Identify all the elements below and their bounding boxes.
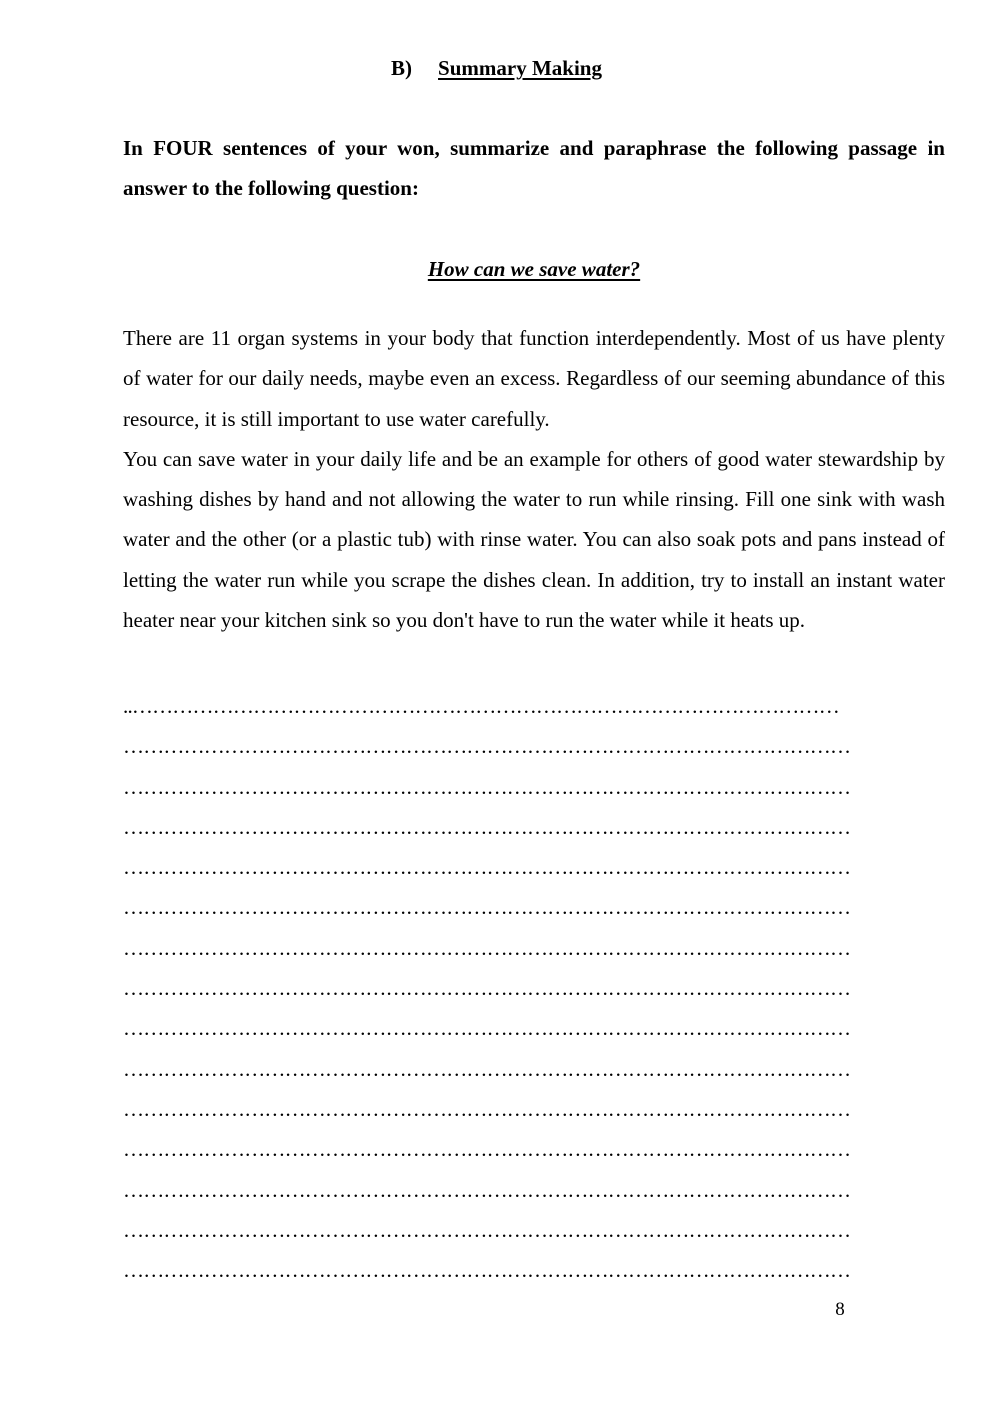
answer-line[interactable]: ……………………………………………………………………………………………… xyxy=(123,1056,851,1081)
answer-line[interactable]: ……………………………………………………………………………………………… xyxy=(123,734,851,759)
answer-line[interactable]: ……………………………………………………………………………………………… xyxy=(123,976,851,1001)
answer-line[interactable]: ……………………………………………………………………………………………… xyxy=(123,1217,851,1242)
page-number: 8 xyxy=(835,1299,845,1320)
answer-line[interactable]: ……………………………………………………………………………………………… xyxy=(123,855,851,880)
passage-paragraph: There are 11 organ systems in your body that function interdependently. Most of us have plenty of water for our daily needs, maybe even an excess. Regardless of our seeming abundance of this resource, it is still important to use water carefully. xyxy=(123,326,945,431)
question-title: How can we save water? xyxy=(427,257,641,281)
section-heading xyxy=(0,55,993,81)
instruction-text: In FOUR sentences of your won, summarize and paraphrase the following passage in answer to the following question: xyxy=(123,136,945,200)
passage-paragraph: You can save water in your daily life and be an example for others of good water stewardship by washing dishes by hand and not allowing the water to run while rinsing. Fill one sink with wash water and the other (or a plastic tub) with rinse water. You can also soak pots and pans instead of letting the water run while you scrape the dishes clean. In addition, try to install an instant water heater near your kitchen sink so you don't have to run the water while it heats up. xyxy=(123,446,945,633)
answer-line[interactable]: ……………………………………………………………………………………………… xyxy=(123,774,851,799)
answer-line[interactable]: ……………………………………………………………………………………………… xyxy=(123,1137,851,1162)
answer-line[interactable]: ……………………………………………………………………………………………… xyxy=(123,1177,851,1202)
answer-line[interactable]: ..…………………………………………………………………………………………… xyxy=(123,694,839,718)
section-letter: B) xyxy=(391,56,413,80)
answer-line[interactable]: ……………………………………………………………………………………………… xyxy=(123,1258,851,1283)
answer-line[interactable]: ……………………………………………………………………………………………… xyxy=(123,1096,851,1121)
answer-line[interactable]: ……………………………………………………………………………………………… xyxy=(123,1016,851,1041)
answer-lines xyxy=(123,686,945,1290)
answer-line[interactable]: ……………………………………………………………………………………………… xyxy=(123,895,851,920)
answer-line[interactable]: ……………………………………………………………………………………………… xyxy=(123,814,851,839)
answer-line[interactable]: ……………………………………………………………………………………………… xyxy=(123,935,851,960)
reading-passage xyxy=(123,318,945,640)
section-title: Summary Making xyxy=(438,56,602,80)
